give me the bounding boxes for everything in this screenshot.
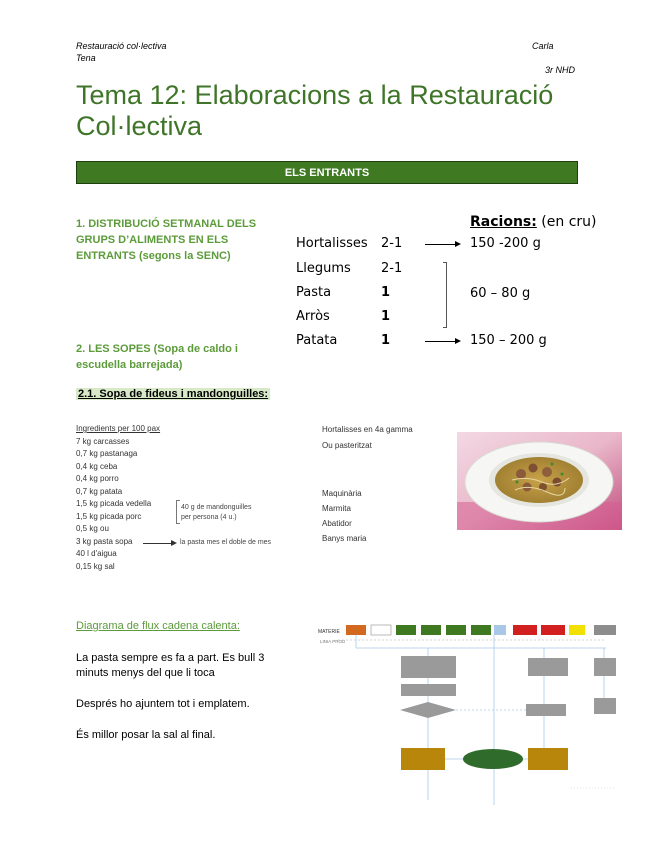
header-surname: Tena — [76, 53, 96, 63]
equipment-item: Maquinària — [322, 489, 362, 498]
arrow-right-icon — [455, 241, 461, 247]
ingredient-item: 0,4 kg porro — [76, 474, 119, 483]
section2-heading-line: escudella barrejada) — [76, 359, 183, 371]
portion-patata: 150 – 200 g — [470, 333, 547, 348]
ingredient-item: 0,4 kg ceba — [76, 461, 118, 471]
ingredient-item: 40 l d'aigua — [76, 549, 117, 558]
arrow-line — [425, 244, 455, 245]
section2-heading-line: 2. LES SOPES (Sopa de caldo i — [76, 343, 238, 355]
arrow-right-icon — [171, 540, 177, 546]
equipment-item: Abatidor — [322, 519, 352, 528]
flow-paragraph-line: minuts menys del que li toca — [76, 667, 215, 679]
flow-paragraph-3: És millor posar la sal al final. — [76, 729, 216, 741]
header-left — [76, 40, 167, 64]
ingredient-item: 0,7 kg patata — [76, 486, 123, 496]
flow-diagram-graphic — [316, 620, 622, 805]
ingredient-item: 0,15 kg sal — [76, 561, 115, 571]
title-line-1: Tema 12: Elaboracions a la Restauració — [76, 80, 554, 110]
header-course: Restauració col·lectiva — [76, 41, 167, 51]
food-llegums: Llegums — [296, 261, 351, 276]
section1-heading — [76, 216, 256, 264]
freq-patata: 1 — [381, 333, 391, 348]
flow-diagram — [316, 620, 622, 805]
arrow-right-icon — [455, 338, 461, 344]
diagram-row-label: LINIA PROD — [320, 639, 346, 644]
meatballs-note — [181, 503, 251, 523]
ingredients-list — [76, 423, 160, 573]
grouping-bracket — [443, 262, 447, 328]
arrow-line — [425, 341, 455, 342]
meatballs-bracket — [176, 500, 180, 524]
section1-heading-line: ENTRANTS (segons la SENC) — [76, 250, 231, 262]
flow-paragraph-1 — [76, 651, 264, 681]
equipment-item: Banys maria — [322, 534, 367, 543]
equipment-item: Marmita — [322, 504, 351, 513]
arrow-line — [143, 543, 171, 544]
section-bar: ELS ENTRANTS — [76, 161, 578, 184]
rations-label — [470, 214, 596, 230]
prep-note-line: Ou pasteritzat — [322, 440, 372, 450]
portion-pasta: 60 – 80 g — [470, 286, 531, 301]
title-line-2: Col·lectiva — [76, 111, 203, 141]
header-class: 3r NHD — [545, 65, 576, 75]
ingredient-item: 3 kg pasta sopa — [76, 536, 133, 546]
section1-heading-line: 1. DISTRIBUCIÓ SETMANAL DELS — [76, 218, 257, 230]
food-arros: Arròs — [296, 309, 330, 324]
meatballs-note-line: 40 g de mandonguilles — [181, 504, 252, 511]
ingredient-item: 0,5 kg ou — [76, 524, 109, 533]
flow-paragraph-line: La pasta sempre es fa a part. Es bull 3 — [76, 652, 265, 664]
page-title — [76, 80, 553, 142]
prep-note-line: Hortalisses en 4a gamma — [322, 425, 413, 434]
meatballs-note-line: per persona (4 u.) — [181, 514, 237, 521]
freq-llegums: 2-1 — [381, 261, 403, 276]
soup-bowl-icon — [457, 432, 622, 530]
ingredient-item: 0,7 kg pastanaga — [76, 449, 138, 458]
ingredient-item: 7 kg carcasses — [76, 436, 130, 446]
header-name: Carla — [532, 41, 554, 51]
prep-notes — [322, 424, 413, 452]
pasta-note: la pasta mes el doble de mes — [180, 539, 272, 546]
subsection-title: 2.1. Sopa de fideus i mandonguilles: — [78, 388, 269, 400]
portion-hortalisses: 150 -200 g — [470, 236, 541, 251]
freq-pasta: 1 — [381, 285, 391, 300]
section1-heading-line: GRUPS D’ALIMENTS EN ELS — [76, 234, 229, 246]
section2-heading — [76, 341, 238, 373]
rations-label-bold: Racions: — [470, 214, 537, 230]
flow-heading: Diagrama de flux cadena calenta: — [76, 620, 240, 632]
diagram-row-label: MATERIE — [318, 629, 340, 635]
flow-paragraph-2: Després ho ajuntem tot i emplatem. — [76, 698, 250, 710]
ingredients-title: Ingredients per 100 pax — [76, 424, 161, 433]
ingredient-item: 1,5 kg picada vedella — [76, 499, 152, 508]
ingredient-item: 1,5 kg picada porc — [76, 511, 142, 521]
freq-arros: 1 — [381, 309, 391, 324]
equipment-list — [322, 486, 366, 546]
rations-label-rest: (en cru) — [536, 214, 597, 230]
soup-photo — [457, 432, 622, 530]
food-pasta: Pasta — [296, 285, 332, 300]
food-hortalisses: Hortalisses — [296, 236, 368, 251]
food-patata: Patata — [296, 333, 338, 348]
freq-hortalisses: 2-1 — [381, 236, 403, 251]
